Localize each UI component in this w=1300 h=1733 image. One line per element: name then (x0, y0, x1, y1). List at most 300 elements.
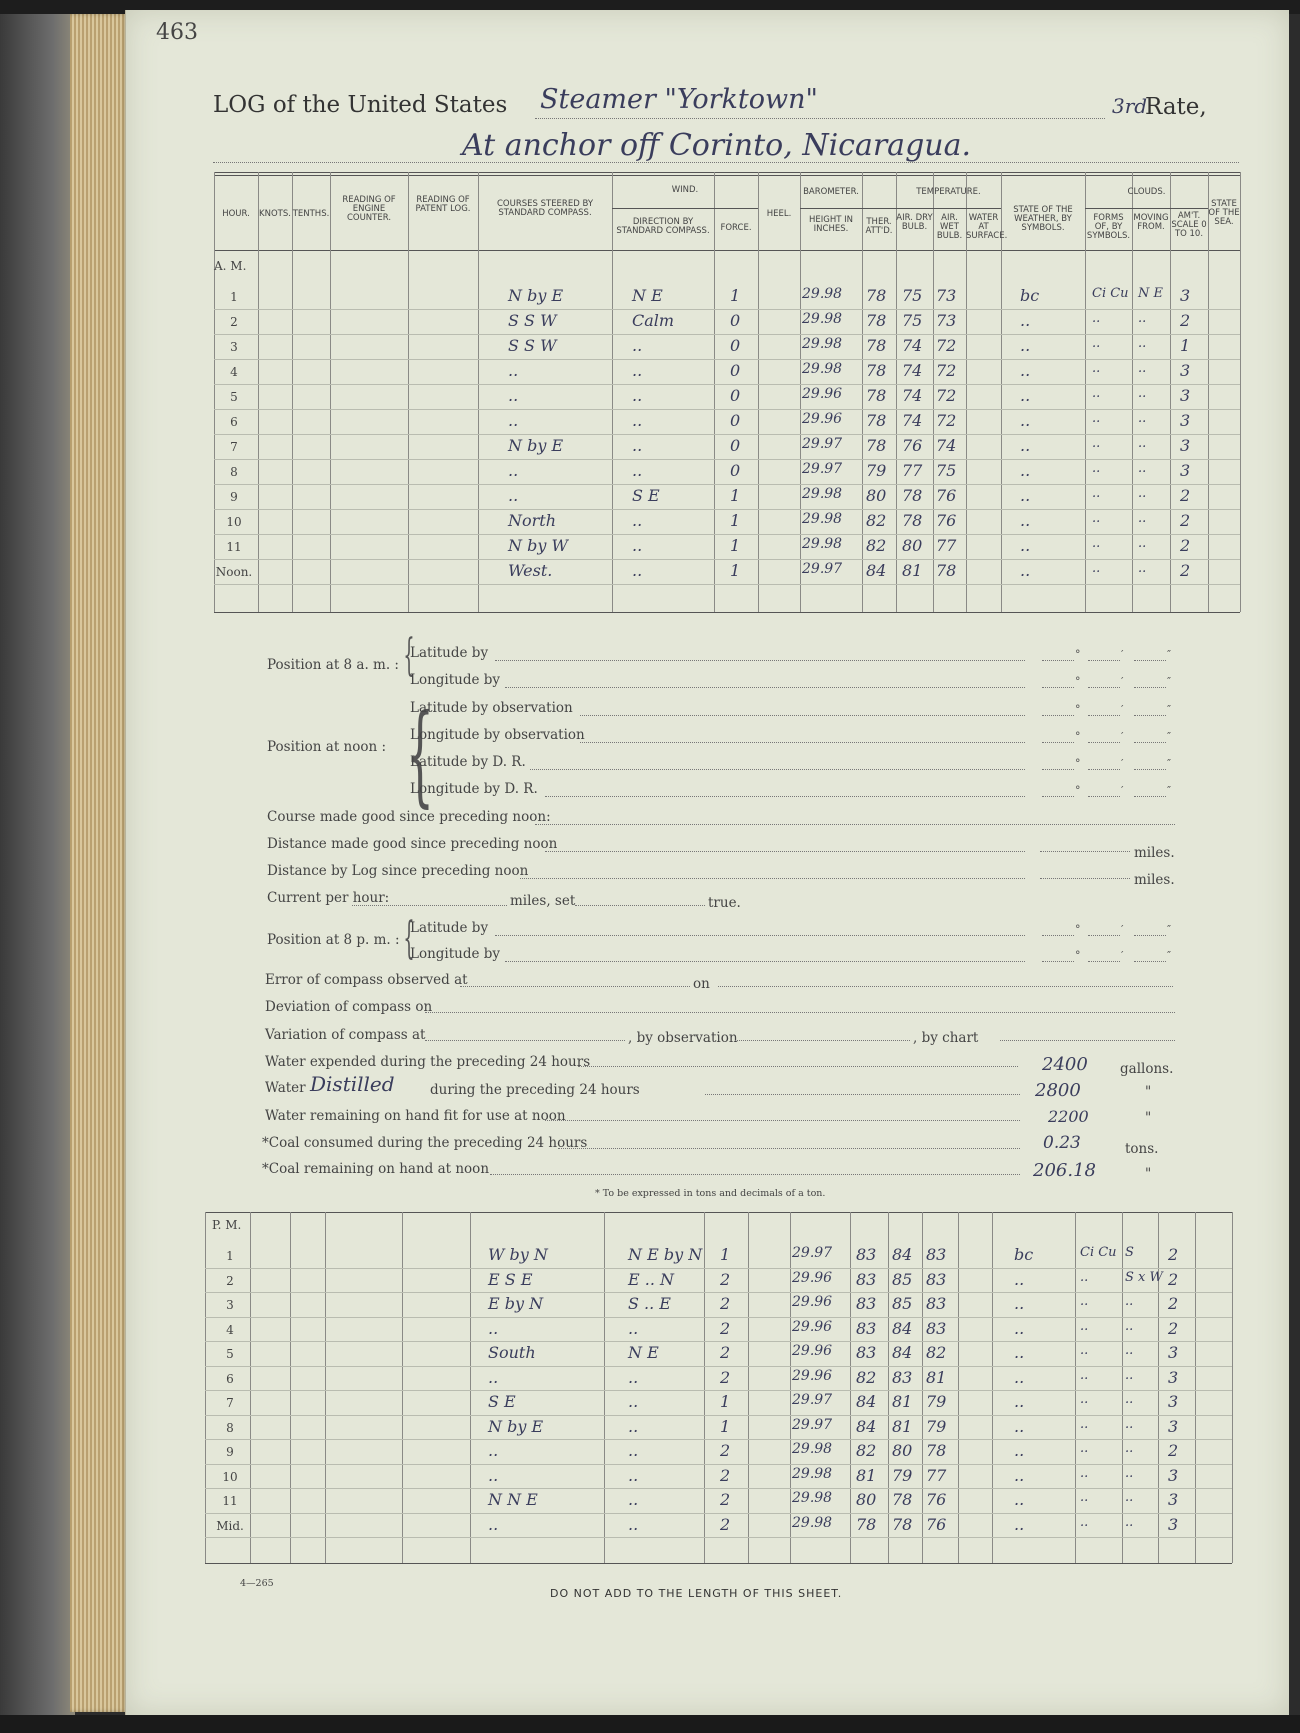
pm-row-dry-bulb: 85 (892, 1269, 913, 1289)
dms-line (1088, 715, 1120, 716)
dms-mark: ″ (1167, 648, 1172, 661)
ship-underline (535, 118, 1105, 119)
location: At anchor off Corinto, Nicaragua. (462, 128, 972, 163)
am-row-wet-bulb: 74 (936, 436, 957, 455)
pm-row-dry-bulb: 78 (892, 1490, 913, 1509)
am-row-rule (214, 309, 1240, 310)
pm-row-cloud-amount: 2 (1168, 1245, 1179, 1264)
pm-row-course: E by N (488, 1294, 544, 1313)
column-rule (1208, 172, 1209, 612)
fill-line (495, 935, 1025, 936)
pm-row-barometer: 29.96 (792, 1343, 833, 1359)
pm-row-wind-force: 2 (720, 1465, 731, 1485)
pm-row-rule (205, 1317, 1232, 1318)
pm-row-barometer: 29.96 (792, 1318, 833, 1335)
pm-row-wet-bulb: 77 (926, 1465, 947, 1485)
latitude-by-8am: Latitude by (410, 645, 489, 661)
dms-line (1134, 796, 1166, 797)
pm-row-course: .. (488, 1514, 499, 1534)
pm-row-dry-bulb: 79 (892, 1465, 913, 1485)
am-row-wind-dir: .. (632, 361, 643, 380)
am-row-wind-dir: .. (632, 436, 643, 455)
pm-row-rule (205, 1439, 1232, 1440)
dms-mark: ″ (1167, 730, 1172, 743)
pm-column-rule (958, 1212, 959, 1563)
pm-row-wind-force: 2 (720, 1294, 731, 1313)
am-row-dry-bulb: 77 (902, 461, 923, 480)
brace: { (406, 690, 434, 818)
am-row-course: .. (508, 486, 519, 505)
pm-row-cloud-forms: .. (1080, 1392, 1089, 1407)
pm-row-barometer: 29.96 (792, 1269, 833, 1286)
am-row-weather: .. (1020, 536, 1031, 555)
am-row-cloud-amount: 3 (1180, 461, 1191, 480)
compass-deviation-label: Deviation of compass on (265, 999, 433, 1015)
column-rule (408, 172, 409, 612)
dms-line (1042, 769, 1074, 770)
pm-column-rule (1232, 1212, 1233, 1563)
pm-row-rule (205, 1537, 1232, 1538)
pm-row-cloud-moving: .. (1125, 1441, 1134, 1456)
log-title: LOG of the United States (213, 92, 508, 118)
am-row-course: .. (508, 361, 519, 380)
column-header-hour: HOUR. (222, 209, 250, 219)
dms-mark: ″ (1167, 784, 1172, 797)
book-page-edges (70, 14, 128, 1712)
group-rule (1085, 208, 1208, 209)
pm-row-course: .. (488, 1465, 499, 1485)
pm-row-dry-bulb: 78 (892, 1514, 913, 1534)
pm-row-ther-attd: 83 (856, 1318, 877, 1338)
am-row-weather: .. (1020, 311, 1031, 330)
coal-remaining-label: *Coal remaining on hand at noon (262, 1161, 490, 1177)
fill-line (530, 769, 1025, 770)
am-row-course: S S W (508, 311, 557, 330)
pm-column-rule (1075, 1212, 1076, 1563)
water-distilled-label: Water (265, 1080, 306, 1096)
pm-row-barometer: 29.98 (792, 1490, 833, 1506)
column-header-courses: COURSES STEERED BY STANDARD COMPASS. (496, 199, 594, 218)
am-row-wind-force: 1 (730, 536, 741, 555)
true-label: true. (708, 895, 741, 911)
am-row-cloud-moving: .. (1138, 386, 1147, 401)
am-row-wet-bulb: 77 (936, 536, 957, 555)
am-row-ther-attd: 78 (866, 336, 887, 355)
am-row-hour: 6 (230, 415, 238, 429)
am-row-weather: .. (1020, 561, 1031, 580)
am-row-cloud-moving: .. (1138, 536, 1147, 551)
dms-mark: ′ (1121, 923, 1124, 936)
tons-unit: tons. (1125, 1141, 1159, 1157)
am-row-rule (214, 559, 1240, 560)
pm-row-weather: .. (1014, 1416, 1025, 1436)
am-row-cloud-amount: 2 (1180, 561, 1191, 580)
am-row-dry-bulb: 74 (902, 411, 923, 430)
am-row-cloud-forms: .. (1092, 386, 1101, 401)
longitude-obs-noon: Longitude by observation (410, 727, 585, 743)
pm-row-wet-bulb: 83 (926, 1294, 947, 1313)
table-top-rule (214, 175, 1240, 176)
column-rule (478, 172, 479, 612)
pm-row-rule (205, 1488, 1232, 1489)
pm-row-wet-bulb: 83 (926, 1269, 947, 1289)
pm-row-rule (205, 1415, 1232, 1416)
pm-row-wind-force: 2 (720, 1343, 731, 1362)
am-row-cloud-amount: 2 (1180, 536, 1191, 555)
am-row-ther-attd: 78 (866, 361, 887, 380)
pm-row-rule (205, 1390, 1232, 1391)
am-row-cloud-amount: 2 (1180, 311, 1191, 330)
am-row-cloud-amount: 3 (1180, 386, 1191, 405)
latitude-by-8pm: Latitude by (410, 920, 489, 936)
am-row-wind-dir: Calm (632, 311, 675, 330)
am-row-rule (214, 509, 1240, 510)
pm-row-wet-bulb: 79 (926, 1392, 947, 1411)
pm-row-hour: 7 (226, 1396, 234, 1410)
am-row-rule (214, 409, 1240, 410)
am-row-wind-dir: S E (632, 486, 660, 505)
pm-row-cloud-moving: .. (1125, 1343, 1134, 1358)
pm-row-rule (205, 1268, 1232, 1269)
pm-row-cloud-moving: .. (1125, 1490, 1134, 1505)
dms-line (1134, 687, 1166, 688)
location-underline (213, 162, 1239, 163)
dms-line (1134, 961, 1166, 962)
dms-mark: ′ (1121, 784, 1124, 797)
dms-line (1134, 742, 1166, 743)
column-header-temperature: TEMPERATURE. (916, 187, 981, 197)
pm-row-wet-bulb: 78 (926, 1441, 947, 1460)
pm-row-cloud-forms: .. (1080, 1490, 1089, 1505)
ship-name: Steamer "Yorktown" (540, 84, 818, 115)
am-row-cloud-moving: .. (1138, 436, 1147, 451)
group-rule (612, 208, 758, 209)
pm-row-barometer: 29.97 (792, 1392, 833, 1408)
pm-row-wind-dir: .. (628, 1318, 639, 1338)
dms-line (1088, 961, 1120, 962)
pm-column-rule (922, 1212, 923, 1563)
am-row-wind-force: 0 (730, 436, 741, 455)
compass-error-label: Error of compass observed at (265, 972, 468, 988)
ditto-mark: " (1145, 1084, 1152, 1100)
pm-row-hour: 6 (226, 1371, 234, 1386)
pm-row-weather: .. (1014, 1343, 1025, 1362)
pm-row-course: S E (488, 1392, 516, 1411)
am-row-wind-force: 0 (730, 361, 741, 380)
pm-row-course: .. (488, 1441, 499, 1460)
water-expended-label: Water expended during the preceding 24 hours (265, 1054, 591, 1070)
pm-row-weather: .. (1014, 1318, 1025, 1338)
miles-unit: miles. (1134, 872, 1175, 888)
am-row-course: North (508, 511, 557, 530)
fill-line (1040, 851, 1130, 852)
pm-row-cloud-forms: .. (1080, 1343, 1089, 1358)
ditto-mark: " (1145, 1110, 1152, 1126)
column-header-air-dry: AIR. DRY BULB. (896, 213, 933, 232)
am-row-wind-dir: .. (632, 511, 643, 530)
pm-row-dry-bulb: 84 (892, 1245, 913, 1264)
am-row-cloud-amount: 1 (1180, 336, 1191, 355)
am-row-wind-force: 1 (730, 561, 741, 580)
am-row-dry-bulb: 78 (902, 486, 923, 505)
pm-row-cloud-forms: .. (1080, 1514, 1089, 1530)
pm-top-rule (205, 1212, 1232, 1213)
pm-column-rule (205, 1212, 206, 1563)
am-row-wind-dir: .. (632, 461, 643, 480)
fill-line (1040, 878, 1130, 879)
am-row-cloud-amount: 3 (1180, 411, 1191, 430)
pm-row-cloud-amount: 2 (1168, 1318, 1179, 1338)
am-row-cloud-forms: .. (1092, 561, 1101, 576)
pm-label: P. M. (212, 1218, 242, 1232)
pm-row-barometer: 29.96 (792, 1367, 833, 1384)
column-header-baro-ther: THER. ATT'D. (865, 217, 893, 236)
am-row-ther-attd: 80 (866, 486, 887, 505)
pm-row-barometer: 29.96 (792, 1294, 833, 1310)
dms-mark: ′ (1121, 730, 1124, 743)
am-row-wet-bulb: 76 (936, 486, 957, 505)
am-row-dry-bulb: 74 (902, 386, 923, 405)
pm-row-wind-dir: .. (628, 1514, 639, 1534)
am-row-barometer: 29.98 (802, 311, 843, 327)
pm-column-rule (290, 1212, 291, 1563)
column-header-cl-forms: FORMS OF, BY SYMBOLS. (1086, 213, 1131, 241)
pm-row-cloud-amount: 3 (1168, 1465, 1179, 1485)
am-row-hour: 1 (230, 290, 238, 304)
background-left (0, 0, 75, 1733)
latitude-obs-noon: Latitude by observation (410, 700, 573, 716)
fill-line (535, 824, 1175, 825)
water-type-handwritten: Distilled (310, 1072, 395, 1096)
dms-mark: ′ (1121, 949, 1124, 962)
dms-line (1134, 715, 1166, 716)
am-row-wet-bulb: 73 (936, 286, 957, 305)
pm-row-wind-force: 2 (720, 1269, 731, 1289)
am-row-wet-bulb: 78 (936, 561, 957, 580)
fill-line (580, 742, 1025, 743)
dms-mark: ° (1075, 703, 1081, 716)
rate-label: Rate, (1145, 94, 1207, 120)
pm-row-hour: 3 (226, 1298, 234, 1312)
am-row-dry-bulb: 74 (902, 336, 923, 355)
am-row-weather: .. (1020, 361, 1031, 380)
column-rule (896, 172, 897, 612)
am-row-course: West. (508, 561, 553, 580)
fill-line (352, 905, 507, 906)
am-row-course: .. (508, 411, 519, 430)
gallons-unit: gallons. (1120, 1061, 1174, 1077)
distance-by-log-label: Distance by Log since preceding noon (267, 863, 529, 879)
column-rule (714, 172, 715, 612)
am-row-wet-bulb: 72 (936, 336, 957, 355)
column-rule (862, 172, 863, 612)
pm-row-course: W by N (488, 1245, 548, 1264)
distance-made-good-label: Distance made good since preceding noon (267, 836, 558, 852)
am-row-rule (214, 334, 1240, 335)
am-row-wet-bulb: 72 (936, 386, 957, 405)
am-row-weather: .. (1020, 461, 1031, 480)
position-8am-label: Position at 8 a. m. : (267, 657, 399, 673)
am-row-ther-attd: 79 (866, 461, 887, 480)
fill-line (520, 878, 1025, 879)
column-rule (1132, 172, 1133, 612)
am-row-ther-attd: 78 (866, 436, 887, 455)
pm-row-dry-bulb: 84 (892, 1343, 913, 1362)
am-row-hour: 2 (230, 315, 238, 329)
dms-mark: ″ (1167, 949, 1172, 962)
column-header-wind-dir: DIRECTION BY STANDARD COMPASS. (616, 217, 710, 236)
am-row-hour: 9 (230, 490, 238, 504)
am-row-hour: Noon. (215, 565, 253, 579)
pm-row-ther-attd: 83 (856, 1269, 877, 1289)
pm-row-cloud-moving: .. (1125, 1318, 1134, 1334)
am-row-dry-bulb: 76 (902, 436, 923, 455)
column-rule (612, 172, 613, 612)
am-row-cloud-forms: .. (1092, 536, 1101, 551)
dms-mark: ′ (1121, 675, 1124, 688)
pm-row-cloud-amount: 3 (1168, 1367, 1179, 1387)
table-top-rule (214, 172, 1240, 173)
column-rule (758, 172, 759, 612)
am-row-cloud-moving: .. (1138, 336, 1147, 351)
miles-unit: miles. (1134, 845, 1175, 861)
pm-row-weather: .. (1014, 1490, 1025, 1509)
am-row-wind-force: 1 (730, 486, 741, 505)
column-rule (292, 172, 293, 612)
am-row-ther-attd: 78 (866, 411, 887, 430)
am-row-barometer: 29.98 (802, 511, 843, 527)
am-row-wet-bulb: 73 (936, 311, 957, 330)
pm-row-cloud-moving: .. (1125, 1367, 1134, 1383)
am-row-barometer: 29.98 (802, 486, 843, 502)
pm-row-rule (205, 1292, 1232, 1293)
am-row-ther-attd: 84 (866, 561, 887, 580)
am-row-barometer: 29.98 (802, 361, 843, 377)
dms-mark: ° (1075, 949, 1081, 962)
dms-line (1134, 935, 1166, 936)
pm-row-course: .. (488, 1367, 499, 1387)
pm-row-wind-dir: E .. N (628, 1269, 675, 1289)
am-row-hour: 5 (230, 390, 238, 404)
water-distilled-value: 2800 (1035, 1080, 1081, 1101)
dms-mark: ° (1075, 923, 1081, 936)
fill-line (545, 851, 1025, 852)
column-header-knots: KNOTS. (259, 209, 291, 219)
am-row-cloud-forms: .. (1092, 311, 1101, 326)
am-row-rule (214, 584, 1240, 585)
pm-row-cloud-amount: 3 (1168, 1392, 1179, 1411)
rate-handwritten: 3rd (1112, 94, 1148, 118)
fill-line (558, 1148, 1020, 1149)
pm-row-course: N by E (488, 1416, 544, 1436)
pm-row-cloud-moving: S x W (1125, 1269, 1163, 1285)
column-rule (1240, 172, 1241, 612)
pm-row-wet-bulb: 83 (926, 1318, 947, 1338)
pm-row-cloud-forms: .. (1080, 1294, 1089, 1309)
column-header-wind-force: FORCE. (720, 223, 752, 233)
am-row-weather: .. (1020, 436, 1031, 455)
longitude-by-8am: Longitude by (410, 672, 501, 688)
pm-row-course: E S E (488, 1269, 533, 1289)
pm-row-wind-dir: .. (628, 1465, 639, 1485)
dms-line (1134, 660, 1166, 661)
pm-row-ther-attd: 83 (856, 1294, 877, 1313)
pm-row-rule (205, 1366, 1232, 1367)
pm-row-cloud-amount: 2 (1168, 1269, 1179, 1289)
am-row-ther-attd: 78 (866, 386, 887, 405)
water-remaining-label: Water remaining on hand fit for use at noon (265, 1108, 566, 1124)
fill-line (495, 660, 1025, 661)
pm-row-hour: 10 (222, 1469, 238, 1484)
fill-line (575, 905, 705, 906)
column-header-clouds: CLOUDS. (1127, 187, 1166, 197)
coal-footnote: * To be expressed in tons and decimals of a ton. (595, 1188, 826, 1199)
am-row-cloud-forms: .. (1092, 461, 1101, 476)
am-row-rule (214, 459, 1240, 460)
pm-row-dry-bulb: 85 (892, 1294, 913, 1313)
pm-row-cloud-moving: .. (1125, 1416, 1134, 1432)
column-rule (258, 172, 259, 612)
pm-row-cloud-moving: .. (1125, 1294, 1134, 1309)
pm-row-cloud-moving: S (1125, 1245, 1134, 1260)
column-header-cl-moving: MOVING FROM. (1133, 213, 1169, 232)
pm-column-rule (1158, 1212, 1159, 1563)
background-bottom (0, 1715, 1300, 1733)
fill-line (735, 1040, 910, 1041)
fill-line (718, 986, 1173, 987)
fill-line (505, 961, 1025, 962)
column-header-water: WATER AT SURFACE. (966, 213, 1008, 241)
pm-row-barometer: 29.98 (792, 1514, 833, 1531)
am-row-cloud-amount: 2 (1180, 486, 1191, 505)
brace: { (403, 630, 415, 681)
am-row-wind-dir: .. (632, 336, 643, 355)
dms-mark: ° (1075, 757, 1081, 770)
dms-line (1088, 796, 1120, 797)
dms-line (1042, 742, 1074, 743)
pm-row-cloud-amount: 3 (1168, 1514, 1179, 1534)
form-number: 4—265 (240, 1578, 274, 1589)
pm-row-hour: 4 (226, 1322, 234, 1337)
pm-row-wind-force: 1 (720, 1392, 731, 1411)
dms-line (1088, 769, 1120, 770)
pm-row-wind-dir: S .. E (628, 1294, 671, 1313)
pm-row-ther-attd: 82 (856, 1367, 877, 1387)
fill-line (545, 796, 1025, 797)
pm-row-hour: 8 (226, 1420, 234, 1435)
am-row-cloud-amount: 3 (1180, 436, 1191, 455)
fill-line (578, 1066, 1018, 1067)
column-header-tenths: TENTHS. (292, 209, 330, 219)
pm-column-rule (748, 1212, 749, 1563)
am-row-cloud-amount: 3 (1180, 361, 1191, 380)
pm-column-rule (992, 1212, 993, 1563)
am-row-weather: .. (1020, 511, 1031, 530)
dms-line (1042, 687, 1074, 688)
pm-row-ther-attd: 80 (856, 1490, 877, 1509)
compass-variation-label: Variation of compass at (265, 1027, 426, 1043)
column-rule (800, 172, 801, 612)
column-rule (330, 172, 331, 612)
by-observation-label: , by observation (628, 1030, 738, 1046)
pm-row-cloud-amount: 2 (1168, 1441, 1179, 1460)
pm-column-rule (470, 1212, 471, 1563)
water-remaining-value: 2200 (1048, 1107, 1089, 1126)
am-row-weather: .. (1020, 411, 1031, 430)
column-header-patent: READING OF PATENT LOG. (415, 195, 471, 214)
pm-row-course: N N E (488, 1490, 538, 1509)
pm-column-rule (250, 1212, 251, 1563)
